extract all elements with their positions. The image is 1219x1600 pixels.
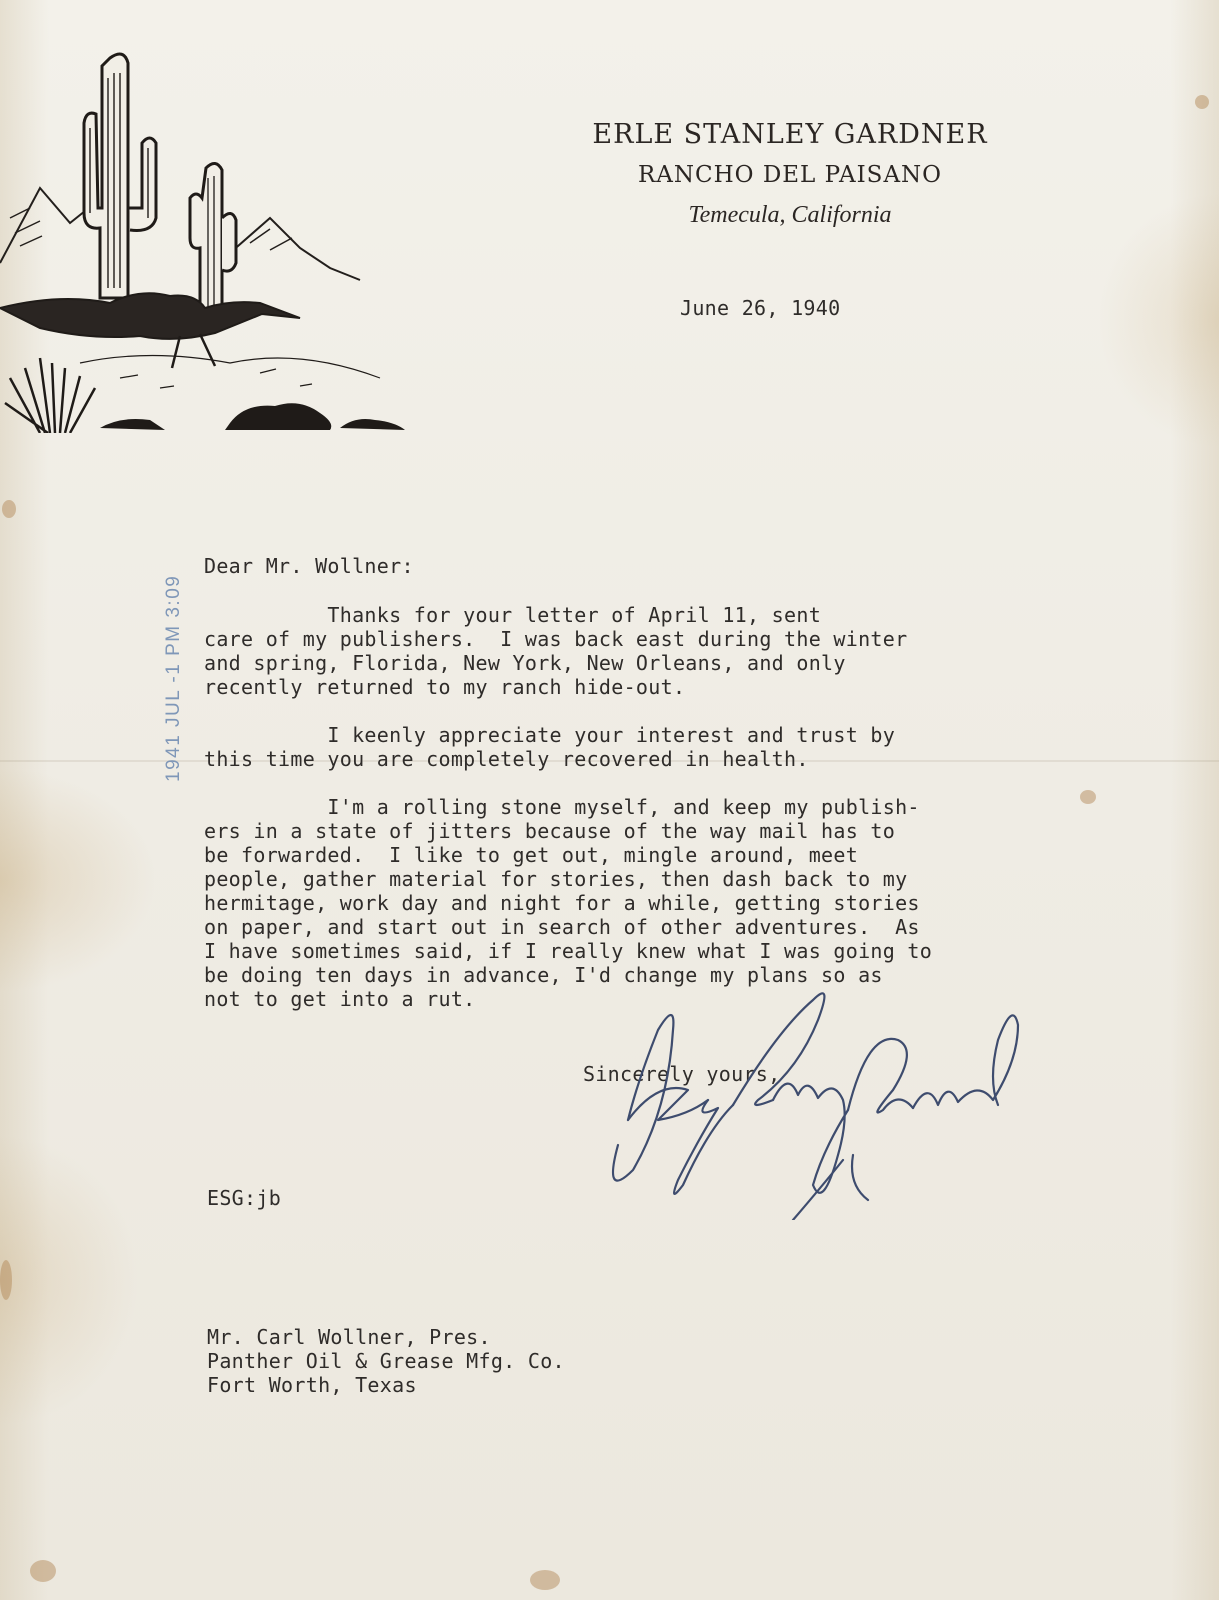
body-paragraph: Thanks for your letter of April 11, sent care of my publishers. I was back east during the winter and spring, Florida, New York, New Orleans, and only recently returned to my ranch hide-out. <box>204 603 908 699</box>
received-date-stamp: 1941 JUL -1 PM 3:09 <box>163 574 184 782</box>
desert-shrub <box>5 358 95 433</box>
paper-stain <box>30 1560 56 1582</box>
letterhead-city: Temecula, California <box>688 202 892 228</box>
paper-stain <box>530 1570 560 1590</box>
body-paragraph: I'm a rolling stone myself, and keep my publish- ers in a state of jitters because of the way mail has to be forwarded. I like to get out, mingle around, meet people, gather material for stories, then dash back to my hermitage, work day and night for a while, getting stories on paper, and start out in search of other adventures. As I have sometimes said, if I really knew what I was going to be doing ten days in advance, I'd change my plans so as not to get into a rut. <box>204 795 933 1011</box>
letterhead-name: ERLE STANLEY GARDNER <box>592 119 988 150</box>
paper-stain <box>1195 95 1209 109</box>
desert-rocks <box>100 403 405 430</box>
closing: Sincerely yours, <box>583 1062 781 1086</box>
typist-initials: ESG:jb <box>207 1186 282 1210</box>
salutation: Dear Mr. Wollner: <box>204 554 414 578</box>
letter-date: June 26, 1940 <box>680 296 841 320</box>
paper-stain <box>0 1260 12 1300</box>
paper-stain <box>2 500 16 518</box>
inside-address: Mr. Carl Wollner, Pres. Panther Oil & Grease Mfg. Co. Fort Worth, Texas <box>207 1325 565 1397</box>
roadrunner-bird <box>0 293 300 368</box>
desert-cactus-roadrunner-illustration <box>0 18 420 433</box>
body-paragraph: I keenly appreciate your interest and trust by this time you are completely recovered in health. <box>204 723 896 771</box>
letterhead-ranch: RANCHO DEL PAISANO <box>637 162 943 188</box>
saguaro-cactus-small <box>190 163 236 313</box>
paper-stain <box>1080 790 1096 804</box>
handwritten-signature <box>598 970 1038 1220</box>
